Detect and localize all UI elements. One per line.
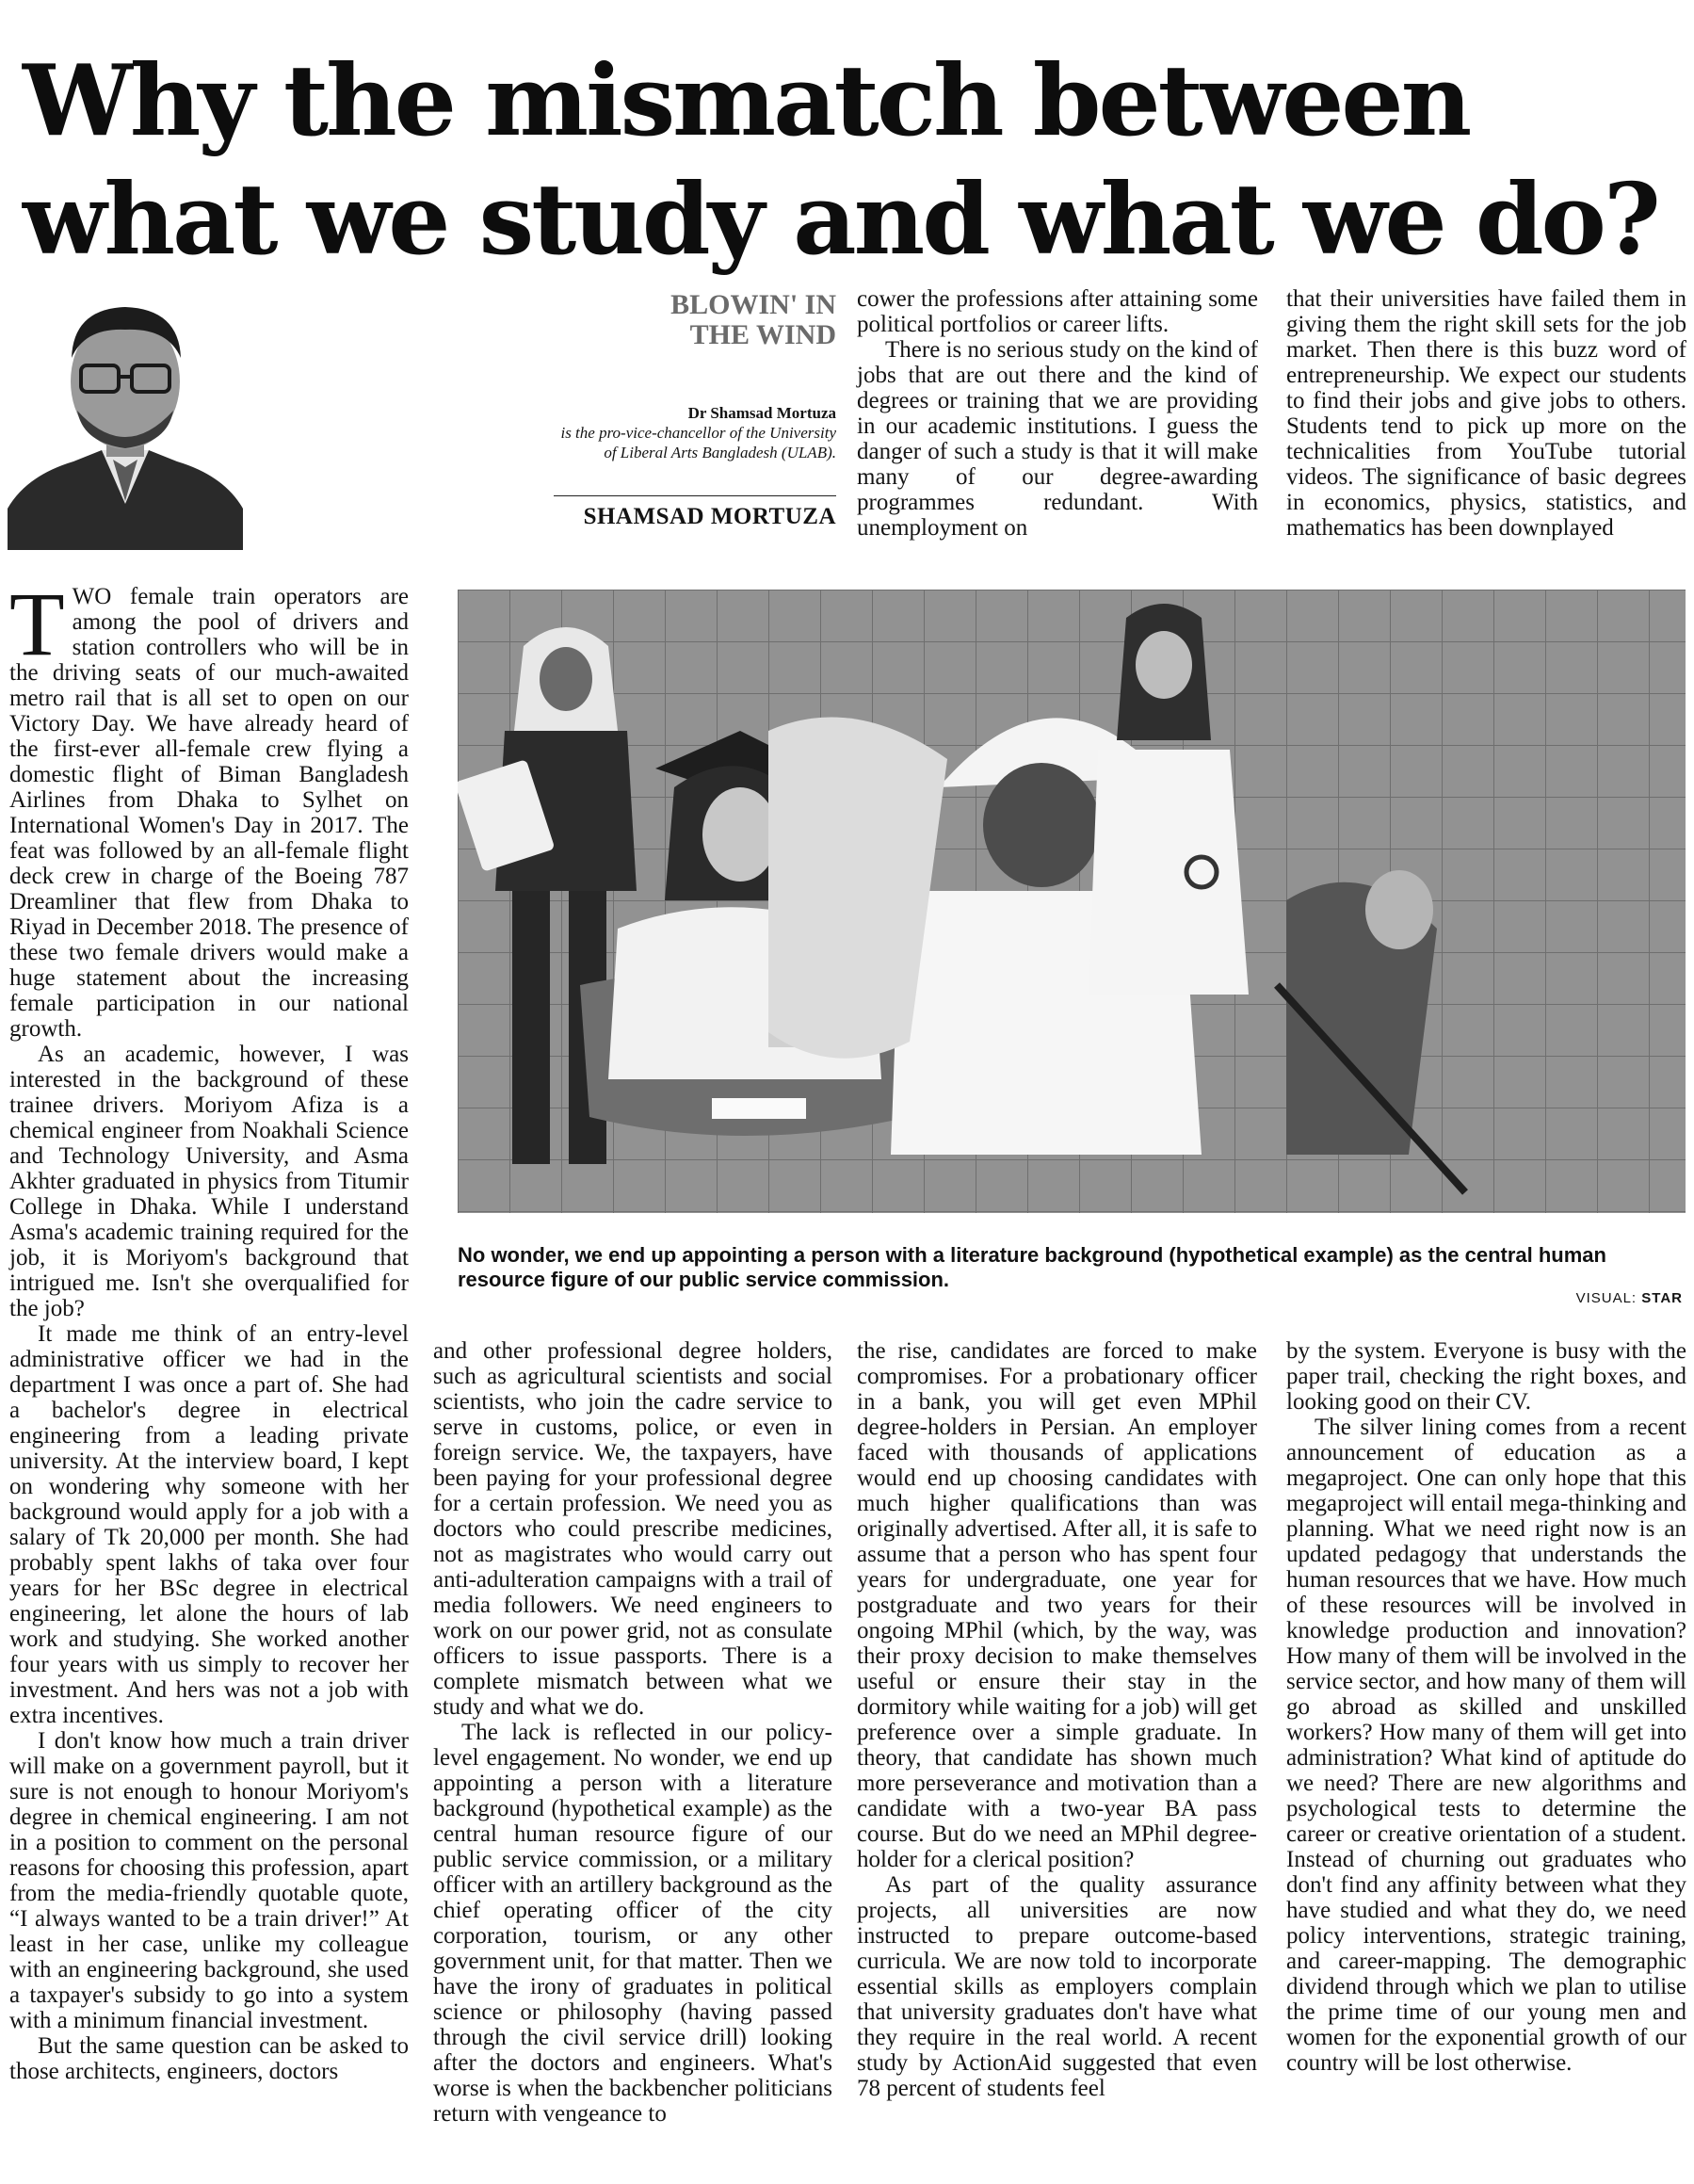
column-name-line-2: THE WIND [689, 319, 836, 350]
illustration-caption: No wonder, we end up appointing a person with a literature background (hypothetical example) as the central human resource figure of our public service commission. [458, 1243, 1606, 1291]
paragraph: and other professional degree holders, such as agricultural scientists and social scientists, who join the cadre service to serve in customs, police, or even in foreign service. We, the taxpayers, have been paying for your professional degree for a certain profession. We need you as doctors who could prescribe medicines, not as magistrates who would carry out anti-adulteration campaigns with a trail of media followers. We need engineers to work on our power grid, not as consulate officers to issue passports. There is a complete mismatch between what we study and what we do. [433, 1338, 832, 1720]
headline [23, 41, 1680, 279]
author-description: is the pro-vice-chancellor of the University of Liberal Arts Bangladesh (ULAB). [560, 424, 836, 461]
author-name: Dr Shamsad Mortuza [687, 404, 836, 422]
body-column-2 [433, 1338, 832, 2127]
paragraph: by the system. Everyone is busy with the paper trail, checking the right boxes, and looking good on their CV. [1286, 1338, 1686, 1415]
top-column-3 [1286, 286, 1686, 541]
column-name-line-1: BLOWIN' IN [670, 289, 836, 320]
paragraph: But the same question can be asked to those architects, engineers, doctors [9, 2033, 409, 2084]
column-name [565, 290, 836, 350]
author-photo [8, 283, 243, 550]
author-portrait-illustration [8, 283, 243, 550]
illustration-credit [1576, 1290, 1683, 1306]
byline-rule-top [554, 495, 836, 496]
paragraph: that their universities have failed them in giving them the right skill sets for the job market. Then there is this buzz word of entrepreneurship. We expect our students to find their jobs and give jobs to others. Students tend to pick up more on the technicalities from YouTube tutorial videos. The significance of basic degrees in economics, physics, statistics, and mathematics has been downplayed [1286, 286, 1686, 541]
paragraph: the rise, candidates are forced to make compromises. For a probationary officer in a bank, you will get even MPhil degree-holders in Persian. An employer faced with thousands of applications would end up choosing candidates with much higher qualifications than was originally advertised. After all, it is safe to assume that a person who has spent four years for undergraduate, one year for postgraduate and two years for their ongoing MPhil (which, by the way, was their proxy decision to make themselves useful or ensure their stay in the dormitory while waiting for a job) will get preference over a simple graduate. In theory, that candidate has shown much more perseverance and motivation than a candidate with a two-year BA pass course. But do we need an MPhil degree-holder for a clerical position? [857, 1338, 1257, 1872]
headline-line-2: what we study and what we do? [23, 161, 1658, 277]
body-column-1 [9, 574, 409, 2084]
paragraph: The lack is reflected in our policy-level engagement. No wonder, we end up appointing a person with a literature background (hypothetical example) as the central human resource figure of our public service commission, or a military officer with an artillery background as the chief operating officer of the city corporation, tourism, or any other government unit, for that matter. Then we have the irony of graduates in political science or philosophy (having passed through the civil service drill) looking after the doctors and engineers. What's worse is when the backbencher politicians return with vengeance to [433, 1720, 832, 2127]
author-bio [554, 403, 836, 462]
paragraph: cower the professions after attaining some political portfolios or career lifts. [857, 286, 1258, 337]
paragraph [9, 574, 409, 1042]
paragraph: I don't know how much a train driver will make on a government payroll, but it sure is not enough to honour Moriyom's degree in chemical engineering. I am not in a position to comment on the personal reasons for choosing this profession, apart from the media-friendly quotable quote, “I always wanted to be a train driver!” At least in her case, unlike my colleague with an engineering background, she used a taxpayer's subsidy to go into a system with a minimum financial investment. [9, 1728, 409, 2033]
top-column-2 [857, 286, 1258, 541]
body-column-3 [857, 1338, 1257, 2101]
career-illustration [458, 590, 1686, 1213]
paragraph: The silver lining comes from a recent announcement of education as a megaproject. One can only hope that this megaproject will entail mega-thinking and planning. What we need right now is an updated pedagogy that understands the human resources that we have. How much of these resources will be involved in knowledge production and innovation? How many of them will be involved in the service sector, and how many of them will go abroad as skilled and unskilled workers? How many of them will get into administration? What kind of aptitude do we need? There are new algorithms and psychological tests to determine the career or creative orientation of a student. Instead of churning out graduates who don't find any affinity between what they have studied and what they do, we need policy interventions, strategic training, and career-mapping. The demographic dividend through which we plan to utilise the prime time of our young men and women for the exponential growth of our country will be lost otherwise. [1286, 1415, 1686, 2076]
body-column-4 [1286, 1338, 1686, 2076]
paragraph: There is no serious study on the kind of jobs that are out there and the kind of degrees or training that we are providing in our academic institutions. I guess the danger of such a study is that it will make many of our degree-awarding programmes redundant. With unemployment on [857, 337, 1258, 541]
paragraph: As part of the quality assurance projects, all universities are now instructed to prepare outcome-based curricula. We are now told to incorporate essential skills as employers complain that university graduates don't have what they require in the real world. A recent study by ActionAid suggested that even 78 percent of students feel [857, 1872, 1257, 2101]
byline: SHAMSAD MORTUZA [583, 504, 836, 529]
paragraph: It made me think of an entry-level administrative officer we had in the department I was once a part of. She had a bachelor's degree in electrical engineering from a leading private university. At the interview board, I kept on wondering why someone with her background would apply for a job with a salary of Tk 20,000 per month. She had probably spent lakhs of taka over four years for her BSc degree in electrical engineering, let alone the hours of lab work and studying. She worked another four years with us simply to recover her investment. And hers was not a job with extra incentives. [9, 1321, 409, 1728]
drop-cap: T [9, 574, 65, 674]
lead-text: WO female train operators are among the pool of drivers and station controllers who will be in the driving seats of our much-awaited metro rail that is all set to open on our Victory Day. We have already heard of the first-ever all-female crew flying a domestic flight of Biman Bangladesh Airlines from Dhaka to Sylhet on International Women's Day in 2017. The feat was followed by an all-female flight deck crew in charge of the Boeing 787 Dreamliner that flew from Dhaka to Riyad in December 2018. The presence of these two female drivers would make a huge statement about the increasing female participation in our national growth. [9, 584, 409, 1042]
credit-source: STAR [1641, 1290, 1683, 1306]
illustration [458, 590, 1686, 1213]
column-header [560, 286, 836, 550]
paragraph: As an academic, however, I was interested in the background of these trainee drivers. Moriyom Afiza is a chemical engineer from Noakhali Science and Technology University, and Asma Akhter graduated in physics from Titumir College in Dhaka. While I understand Asma's academic training required for the job, it is Moriyom's background that intrigued me. Isn't she overqualified for the job? [9, 1042, 409, 1321]
headline-line-1: Why the mismatch between [23, 42, 1470, 158]
credit-label: VISUAL: [1575, 1290, 1638, 1306]
